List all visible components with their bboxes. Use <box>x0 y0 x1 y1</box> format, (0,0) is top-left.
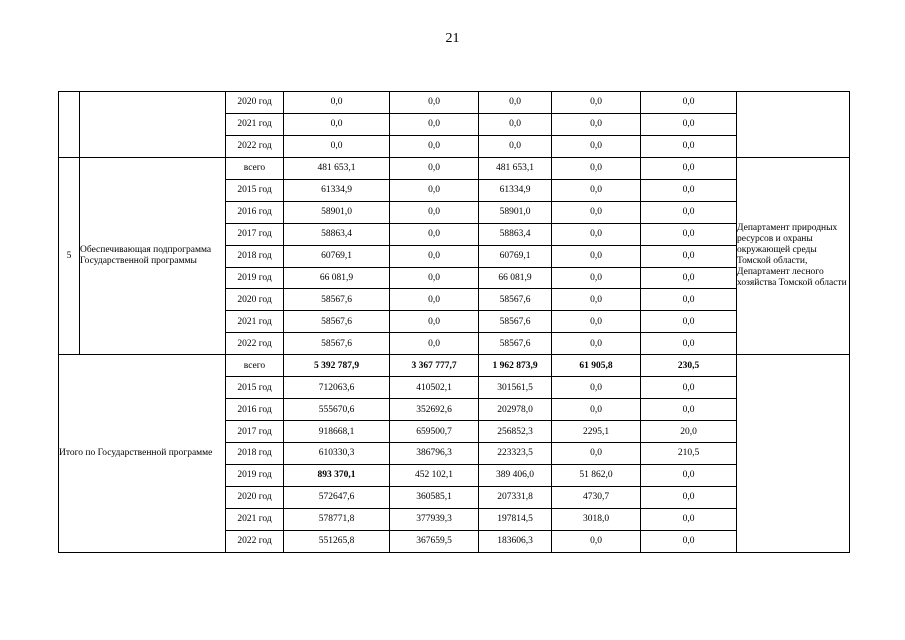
amount-cell: 58863,4 <box>284 223 390 245</box>
amount-cell: 58567,6 <box>284 311 390 333</box>
amount-cell: 66 081,9 <box>479 267 552 289</box>
row-number-cell: 5 <box>59 157 80 354</box>
amount-cell: 0,0 <box>641 311 737 333</box>
amount-cell: 61 905,8 <box>552 355 641 377</box>
amount-cell: 66 081,9 <box>284 267 390 289</box>
amount-cell: 301561,5 <box>479 377 552 399</box>
amount-cell: 4730,7 <box>552 486 641 508</box>
table-body <box>59 92 850 553</box>
amount-cell: 0,0 <box>479 113 552 135</box>
amount-cell: 207331,8 <box>479 486 552 508</box>
amount-cell: 3 367 777,7 <box>390 355 479 377</box>
amount-cell: 20,0 <box>641 421 737 443</box>
amount-cell: 0,0 <box>552 289 641 311</box>
row-number-cell <box>59 92 80 158</box>
amount-cell: 0,0 <box>641 333 737 355</box>
amount-cell: 0,0 <box>641 289 737 311</box>
amount-cell: 58567,6 <box>284 289 390 311</box>
amount-cell: 0,0 <box>390 179 479 201</box>
amount-cell: 0,0 <box>390 201 479 223</box>
amount-cell: 0,0 <box>390 267 479 289</box>
executor-cell: Департамент природных ресурсов и охраны окружающей среды Томской области, Департамент лесного хозяйства Томской области <box>737 157 850 354</box>
amount-cell: 367659,5 <box>390 530 479 552</box>
amount-cell: 223323,5 <box>479 443 552 465</box>
year-cell: 2019 год <box>226 464 284 486</box>
amount-cell: 58567,6 <box>284 333 390 355</box>
amount-cell: 360585,1 <box>390 486 479 508</box>
year-cell: 2022 год <box>226 530 284 552</box>
page-number: 21 <box>445 31 460 46</box>
amount-cell: 0,0 <box>552 333 641 355</box>
year-cell: 2017 год <box>226 421 284 443</box>
amount-cell: 58567,6 <box>479 333 552 355</box>
amount-cell: 893 370,1 <box>284 464 390 486</box>
amount-cell: 0,0 <box>552 113 641 135</box>
amount-cell: 481 653,1 <box>479 157 552 179</box>
amount-cell: 183606,3 <box>479 530 552 552</box>
amount-cell: 202978,0 <box>479 399 552 421</box>
amount-cell: 58901,0 <box>479 201 552 223</box>
amount-cell: 572647,6 <box>284 486 390 508</box>
amount-cell: 60769,1 <box>284 245 390 267</box>
year-cell: 2022 год <box>226 135 284 157</box>
executor-cell <box>737 355 850 552</box>
amount-cell: 0,0 <box>552 245 641 267</box>
table-row <box>59 157 850 179</box>
year-cell: 2015 год <box>226 179 284 201</box>
amount-cell: 58567,6 <box>479 289 552 311</box>
year-cell: 2016 год <box>226 201 284 223</box>
amount-cell: 452 102,1 <box>390 464 479 486</box>
year-cell: 2016 год <box>226 399 284 421</box>
amount-cell: 0,0 <box>641 223 737 245</box>
amount-cell: 352692,6 <box>390 399 479 421</box>
amount-cell: 1 962 873,9 <box>479 355 552 377</box>
amount-cell: 0,0 <box>552 201 641 223</box>
table-row <box>59 92 850 114</box>
amount-cell: 0,0 <box>390 333 479 355</box>
amount-cell: 58567,6 <box>479 311 552 333</box>
amount-cell: 659500,7 <box>390 421 479 443</box>
year-cell: 2020 год <box>226 92 284 114</box>
amount-cell: 0,0 <box>552 530 641 552</box>
amount-cell: 0,0 <box>552 179 641 201</box>
amount-cell: 0,0 <box>552 92 641 114</box>
amount-cell: 0,0 <box>552 267 641 289</box>
amount-cell: 5 392 787,9 <box>284 355 390 377</box>
year-cell: 2020 год <box>226 289 284 311</box>
amount-cell: 0,0 <box>284 92 390 114</box>
amount-cell: 0,0 <box>641 377 737 399</box>
amount-cell: 389 406,0 <box>479 464 552 486</box>
year-cell: 2017 год <box>226 223 284 245</box>
amount-cell: 61334,9 <box>479 179 552 201</box>
amount-cell: 0,0 <box>552 443 641 465</box>
amount-cell: 0,0 <box>641 201 737 223</box>
amount-cell: 0,0 <box>479 135 552 157</box>
amount-cell: 2295,1 <box>552 421 641 443</box>
table-row <box>59 355 850 377</box>
year-cell: всего <box>226 355 284 377</box>
amount-cell: 0,0 <box>390 92 479 114</box>
amount-cell: 0,0 <box>641 508 737 530</box>
amount-cell: 197814,5 <box>479 508 552 530</box>
amount-cell: 0,0 <box>641 92 737 114</box>
amount-cell: 0,0 <box>641 179 737 201</box>
amount-cell: 0,0 <box>552 223 641 245</box>
amount-cell: 0,0 <box>390 245 479 267</box>
amount-cell: 481 653,1 <box>284 157 390 179</box>
year-cell: 2019 год <box>226 267 284 289</box>
amount-cell: 0,0 <box>390 157 479 179</box>
amount-cell: 210,5 <box>641 443 737 465</box>
amount-cell: 555670,6 <box>284 399 390 421</box>
year-cell: 2018 год <box>226 443 284 465</box>
amount-cell: 386796,3 <box>390 443 479 465</box>
amount-cell: 58863,4 <box>479 223 552 245</box>
amount-cell: 230,5 <box>641 355 737 377</box>
amount-cell: 51 862,0 <box>552 464 641 486</box>
amount-cell: 60769,1 <box>479 245 552 267</box>
amount-cell: 0,0 <box>641 486 737 508</box>
year-cell: 2022 год <box>226 333 284 355</box>
year-cell: 2021 год <box>226 113 284 135</box>
amount-cell: 0,0 <box>390 223 479 245</box>
amount-cell: 0,0 <box>641 245 737 267</box>
year-cell: 2021 год <box>226 508 284 530</box>
year-cell: 2015 год <box>226 377 284 399</box>
amount-cell: 918668,1 <box>284 421 390 443</box>
amount-cell: 0,0 <box>552 157 641 179</box>
year-cell: 2020 год <box>226 486 284 508</box>
amount-cell: 0,0 <box>552 311 641 333</box>
executor-cell <box>737 92 850 158</box>
amount-cell: 0,0 <box>479 92 552 114</box>
program-total-label: Итого по Государственной программе <box>59 355 226 552</box>
amount-cell: 0,0 <box>390 289 479 311</box>
amount-cell: 0,0 <box>552 135 641 157</box>
budget-table <box>58 91 850 553</box>
amount-cell: 256852,3 <box>479 421 552 443</box>
amount-cell: 0,0 <box>641 399 737 421</box>
amount-cell: 0,0 <box>641 157 737 179</box>
amount-cell: 610330,3 <box>284 443 390 465</box>
amount-cell: 0,0 <box>284 113 390 135</box>
amount-cell: 0,0 <box>552 377 641 399</box>
year-cell: всего <box>226 157 284 179</box>
amount-cell: 0,0 <box>641 267 737 289</box>
amount-cell: 0,0 <box>390 113 479 135</box>
amount-cell: 551265,8 <box>284 530 390 552</box>
amount-cell: 0,0 <box>390 311 479 333</box>
amount-cell: 377939,3 <box>390 508 479 530</box>
amount-cell: 61334,9 <box>284 179 390 201</box>
year-cell: 2018 год <box>226 245 284 267</box>
subprogram-name-cell <box>80 92 226 158</box>
amount-cell: 0,0 <box>641 464 737 486</box>
amount-cell: 0,0 <box>641 135 737 157</box>
amount-cell: 410502,1 <box>390 377 479 399</box>
year-cell: 2021 год <box>226 311 284 333</box>
amount-cell: 0,0 <box>641 113 737 135</box>
amount-cell: 0,0 <box>641 530 737 552</box>
amount-cell: 0,0 <box>552 399 641 421</box>
subprogram-name-cell: Обеспечивающая подпрограмма Государственной программы <box>80 157 226 354</box>
amount-cell: 3018,0 <box>552 508 641 530</box>
amount-cell: 712063,6 <box>284 377 390 399</box>
amount-cell: 0,0 <box>390 135 479 157</box>
amount-cell: 58901,0 <box>284 201 390 223</box>
amount-cell: 0,0 <box>284 135 390 157</box>
amount-cell: 578771,8 <box>284 508 390 530</box>
